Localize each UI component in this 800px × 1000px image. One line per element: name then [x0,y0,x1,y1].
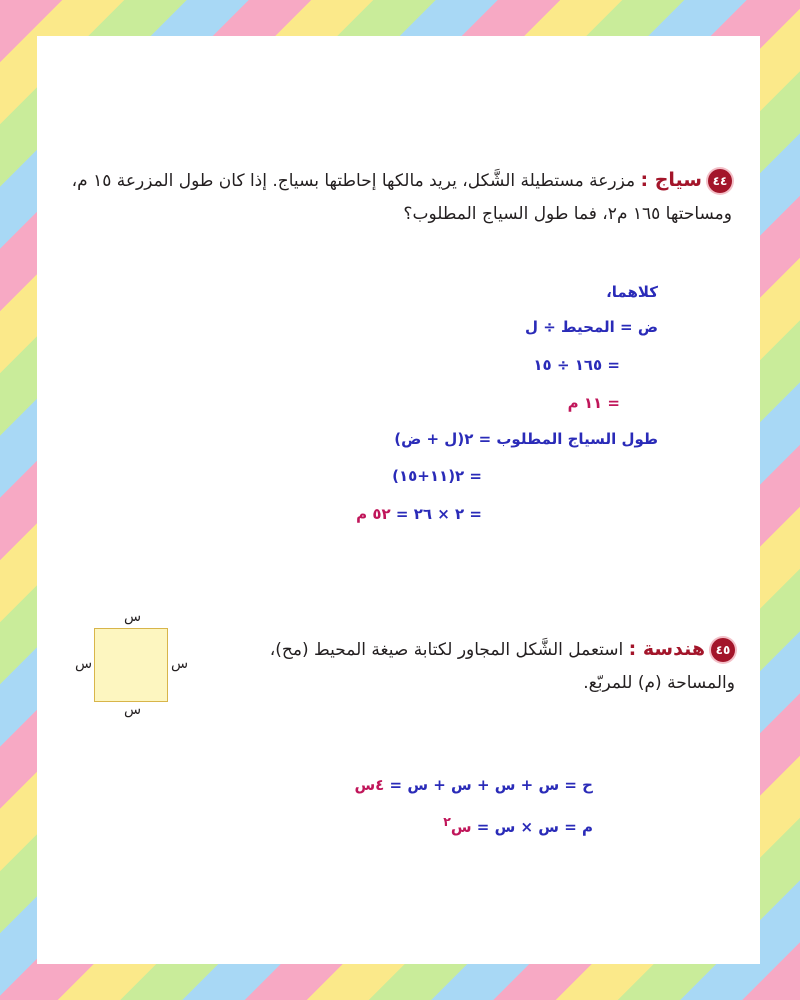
solution-line: = ١٦٥ ÷ ١٥ [533,356,620,374]
problem-keyword: سياج : [640,169,702,191]
square-figure [94,628,168,702]
solution-line: طول السياج المطلوب = ٢(ل + ض) [394,430,658,448]
solution-line [356,505,482,523]
side-label-top: س [124,609,142,625]
side-label-right: س [171,656,189,672]
solution-line: كلاهما، [606,283,658,301]
problem-line: والمساحة (م) للمربّع. [583,673,735,693]
problem-text: مزرعة مستطيلة الشَّكل، يريد مالكها إحاطتها بسياج. إذا كان طول المزرعة ١٥ م، ومساحتها ١٦٥ م٢، فما طول السياج المطلوب؟ [71,171,732,224]
problem-45 [205,633,735,700]
problem-text: استعمل الشَّكل المجاور لكتابة صيغة المحيط (مح)، [269,640,624,660]
perimeter-formula [354,776,593,794]
problem-number-badge: ٤٥ [711,638,735,662]
side-label-left: س [75,656,93,672]
solution-line: = ١١ م [567,394,620,412]
solution-answer: ٥٢ م [356,505,391,523]
side-label-bottom: س [124,702,142,718]
problem-line [205,633,735,667]
formula-answer: ٤س [354,776,385,794]
problem-44 [70,164,732,231]
formula-exponent: ٢ [443,814,451,829]
formula-expression: ح = س + س + س + س = [389,776,593,794]
area-formula [443,814,593,836]
problem-keyword: هندسة : [628,638,705,660]
solution-expression: = ٢ × ٢٦ = [395,505,482,523]
formula-answer [443,814,472,836]
formula-expression: م = س × س = [476,818,593,836]
solution-line: ض = المحيط ÷ ل [524,318,658,336]
solution-line: = ٢(١١+١٥) [392,467,482,485]
formula-base: س [450,818,472,836]
problem-number-badge: ٤٤ [708,169,732,193]
